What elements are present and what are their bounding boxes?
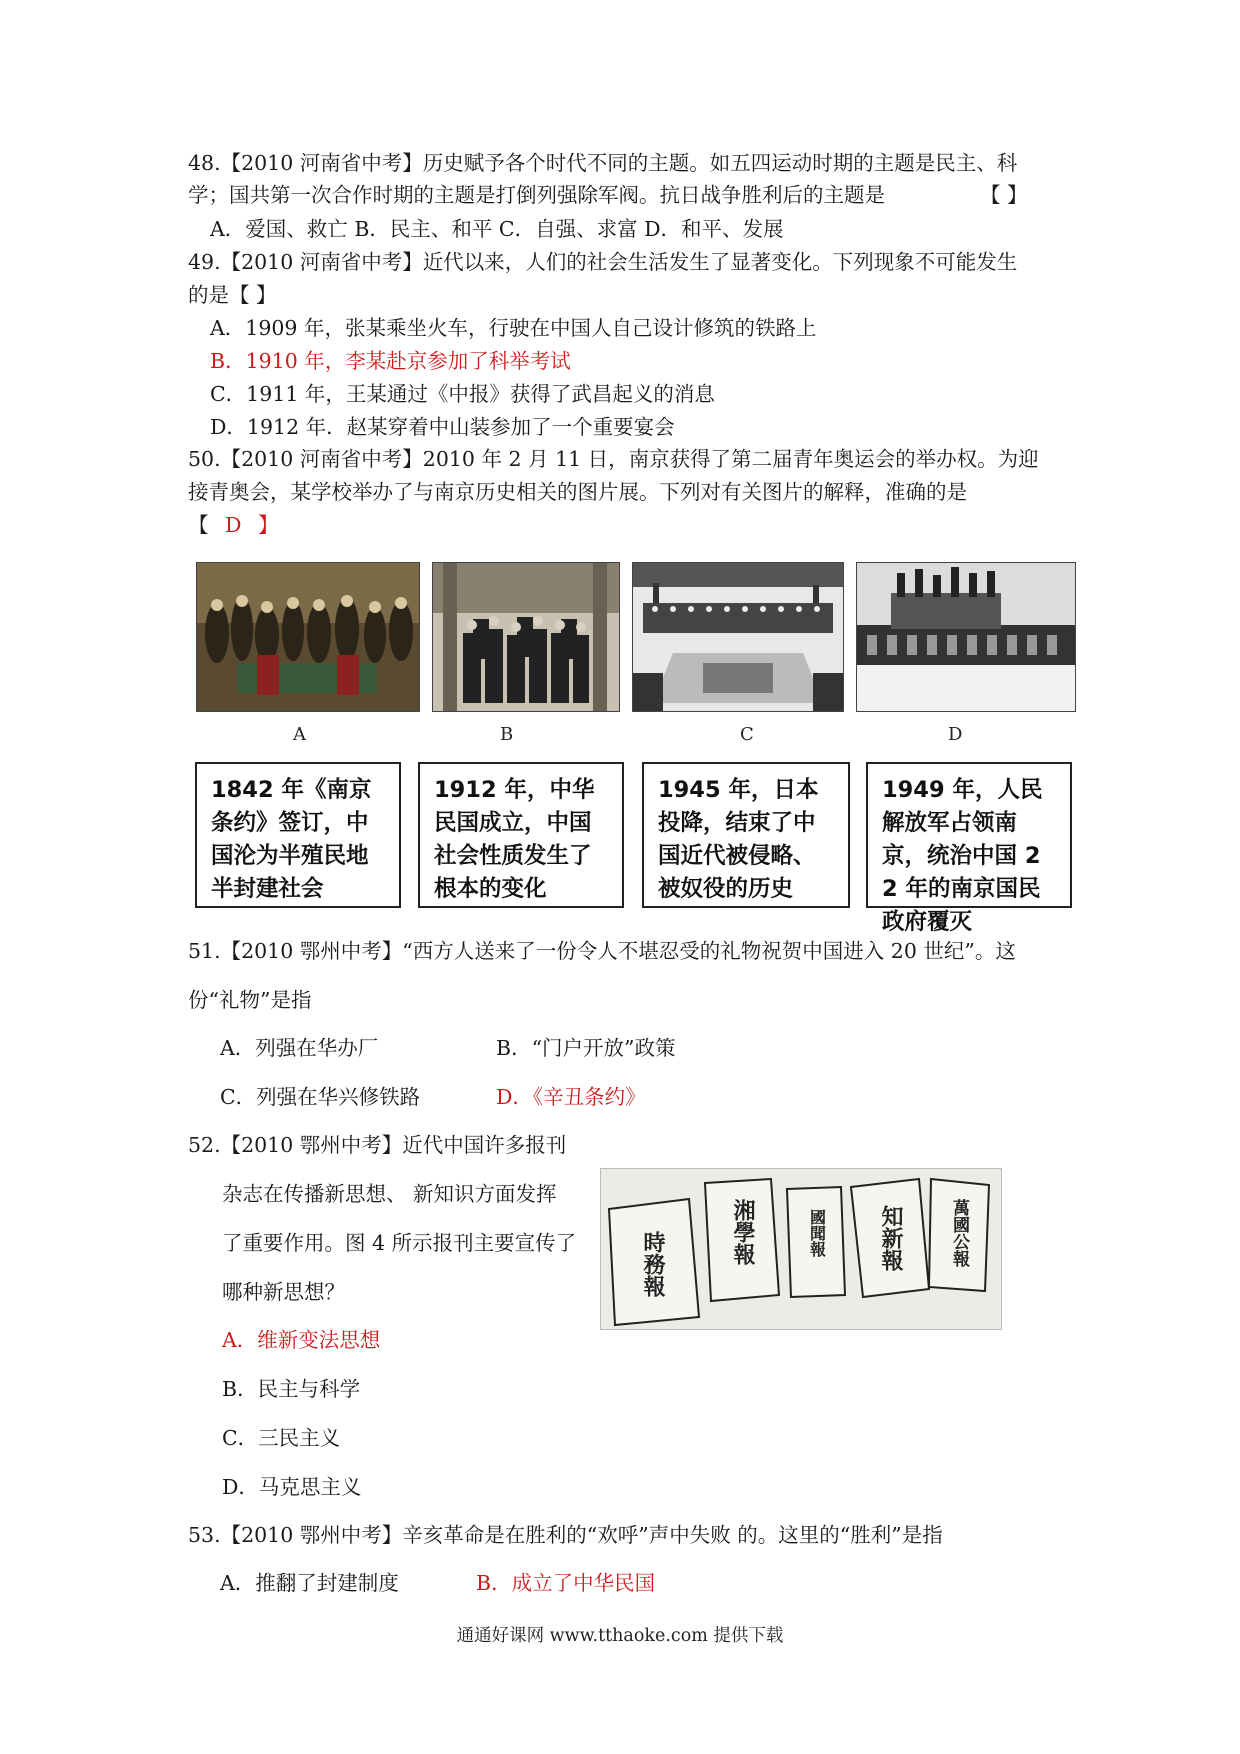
caption-d: 1949 年，人民解放军占领南京，统治中国 22 年的南京国民政府覆灭 <box>866 762 1072 908</box>
caption-b: 1912 年，中华民国成立，中国社会性质发生了根本的变化 <box>418 762 624 908</box>
photo-label-d: D <box>948 724 963 745</box>
q52-option-a-answer: A．维新变法思想 <box>222 1328 381 1352</box>
photo-d-pla-nanjing <box>856 562 1076 712</box>
q51-option-c: C．列强在华兴修铁路 <box>220 1085 421 1109</box>
newspaper-title-wanguogongbao: 萬國公報 <box>949 1199 969 1267</box>
photo-label-a: A <box>293 724 306 745</box>
q48-line1: 48.【2010 河南省中考】历史赋予各个时代不同的主题。如五四运动时期的主题是民主、科 <box>188 151 1018 175</box>
q52-option-b: B．民主与科学 <box>222 1377 361 1401</box>
photo-label-b: B <box>500 724 514 745</box>
q51-option-d-answer: D．《辛丑条约》 <box>496 1085 646 1109</box>
q52-line2: 杂志在传播新思想、 新知识方面发挥 <box>222 1182 557 1206</box>
q52-option-d: D．马克思主义 <box>222 1475 362 1499</box>
newspaper-title-shiwubao: 時務報 <box>640 1231 666 1297</box>
newspaper-title-xiangxuebao: 湘學報 <box>730 1199 756 1265</box>
q51-line2: 份“礼物”是指 <box>188 988 312 1012</box>
caption-c: 1945 年，日本投降，结束了中国近代被侵略、被奴役的历史 <box>642 762 850 908</box>
newspaper-figure <box>600 1168 1002 1330</box>
q51-option-b: B．“门户开放”政策 <box>496 1036 676 1060</box>
q49-line1: 49.【2010 河南省中考】近代以来，人们的社会生活发生了显著变化。下列现象不可能发生 <box>188 250 1018 274</box>
q50-line1: 50.【2010 河南省中考】2010 年 2 月 11 日，南京获得了第二届青年奥运会的举办权。为迎 <box>188 447 1039 471</box>
q49-option-b-answer: B．1910 年，李某赴京参加了科举考试 <box>210 349 571 373</box>
q48-line2-text: 学；国共第一次合作时期的主题是打倒列强除军阀。抗日战争胜利后的主题是 <box>188 183 885 207</box>
q50-bracket-open: 【 <box>188 513 209 537</box>
q53-option-a: A．推翻了封建制度 <box>220 1571 399 1595</box>
q53-option-b-answer: B．成立了中华民国 <box>476 1571 656 1595</box>
caption-a: 1842 年《南京条约》签订，中国沦为半殖民地半封建社会 <box>195 762 401 908</box>
q48-bracket: 【 】 <box>980 183 1028 207</box>
newspaper-title-guowenbao: 國聞報 <box>807 1209 827 1257</box>
q49-option-a: A．1909 年，张某乘坐火车，行驶在中国人自己设计修筑的铁路上 <box>210 316 817 340</box>
q50-answer: D <box>225 513 242 537</box>
q48-options: A．爱国、救亡 B．民主、和平 C．自强、求富 D．和平、发展 <box>210 217 784 241</box>
newspaper-title-zhixinbao: 知新報 <box>878 1205 904 1271</box>
q50-answer-bracket <box>188 510 279 540</box>
photo-c-japan-surrender <box>632 562 844 712</box>
q50-bracket-close: 】 <box>258 513 279 537</box>
photo-b-republic-founding <box>432 562 620 712</box>
page-footer: 通通好课网 www.tthaoke.com 提供下载 <box>456 1626 784 1646</box>
q52-line4: 哪种新思想？ <box>222 1280 345 1304</box>
q49-option-c: C．1911 年，王某通过《中报》获得了武昌起义的消息 <box>210 382 715 406</box>
q49-option-d: D．1912 年．赵某穿着中山装参加了一个重要宴会 <box>210 415 675 439</box>
photo-a-treaty-signing <box>196 562 420 712</box>
q52-option-c: C．三民主义 <box>222 1426 341 1450</box>
q53-line1: 53.【2010 鄂州中考】辛亥革命是在胜利的“欢呼”声中失败 的。这里的“胜利”是指 <box>188 1523 943 1547</box>
q50-line2: 接青奥会，某学校举办了与南京历史相关的图片展。下列对有关图片的解释，准确的是 <box>188 480 967 504</box>
q51-option-a: A．列强在华办厂 <box>220 1036 379 1060</box>
q52-line3: 了重要作用。图 4 所示报刊主要宣传了 <box>222 1231 577 1255</box>
q52-line1: 52.【2010 鄂州中考】近代中国许多报刊 <box>188 1133 567 1157</box>
photo-label-c: C <box>740 724 754 745</box>
q51-line1: 51.【2010 鄂州中考】“西方人送来了一份令人不堪忍受的礼物祝贺中国进入 20 世纪”。这 <box>188 939 1016 963</box>
q48-line2 <box>188 180 885 210</box>
q49-line2: 的是【 】 <box>188 283 277 307</box>
